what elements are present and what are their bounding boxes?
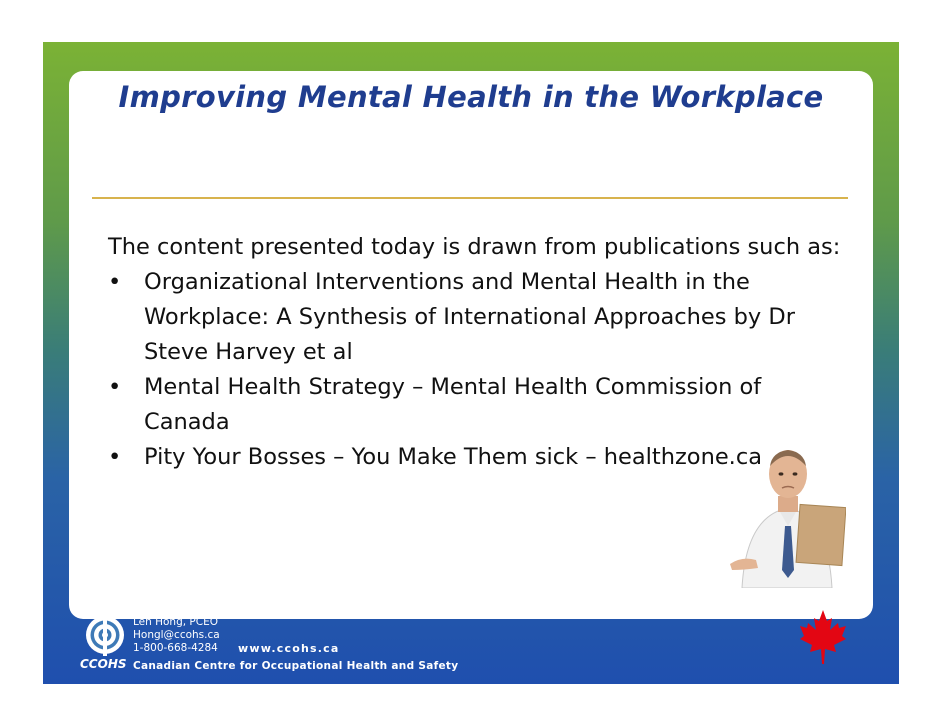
contact-name: Len Hong, PCEO xyxy=(133,616,218,628)
list-item-text: Pity Your Bosses – You Make Them sick – healthzone.ca xyxy=(144,444,762,470)
footer-contact xyxy=(133,616,220,655)
ccohs-logo-icon xyxy=(84,614,126,656)
contact-phone: 1-800-668-4284 xyxy=(133,642,218,654)
list-item-text: Organizational Interventions and Mental Health in the Workplace: A Synthesis of International Approaches by Dr Steve Harvey et al xyxy=(144,269,795,365)
organization-name: Canadian Centre for Occupational Health and Safety xyxy=(133,660,459,672)
title-divider xyxy=(92,197,848,199)
bullet-icon: • xyxy=(108,444,122,470)
intro-text: The content presented today is drawn from publications such as: xyxy=(108,234,841,260)
logo-text: CCOHS xyxy=(80,657,127,671)
list-item-text: Mental Health Strategy – Mental Health Commission of Canada xyxy=(144,374,762,435)
website-link[interactable]: www.ccohs.ca xyxy=(238,642,340,655)
bullet-icon: • xyxy=(108,269,122,295)
contact-email: Hongl@ccohs.ca xyxy=(133,629,220,641)
bullet-icon: • xyxy=(108,374,122,400)
slide-title: Improving Mental Health in the Workplace xyxy=(118,80,824,114)
list-item xyxy=(108,265,848,370)
maple-leaf-icon xyxy=(798,608,848,666)
person-holding-paper-icon xyxy=(728,430,846,588)
